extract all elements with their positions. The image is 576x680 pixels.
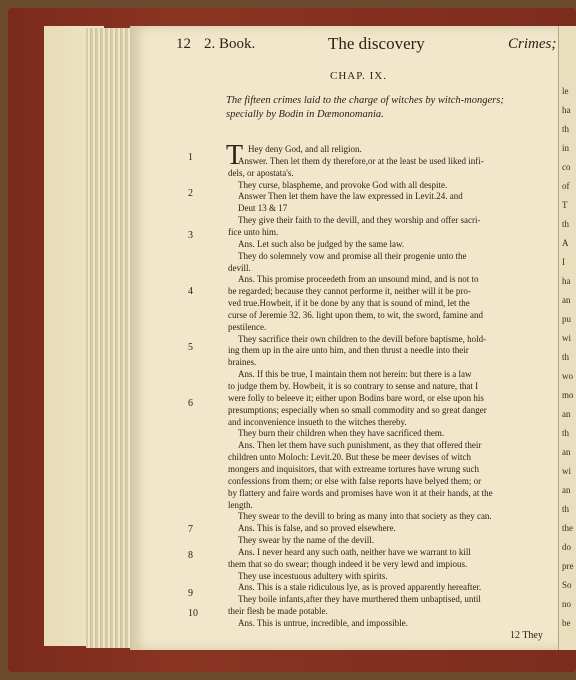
text-line: were folly to beleeve it; either upon Bodins bare word, or else upon his xyxy=(228,392,484,403)
next-page-text: in xyxy=(562,143,570,153)
next-page-text: an xyxy=(562,447,571,457)
book-label: 2. Book. xyxy=(204,36,256,52)
subtitle-line: The fifteen crimes laid to the charge of witches by witch-mongers; xyxy=(226,95,504,106)
margin-number: 7 xyxy=(188,524,193,535)
next-page-text: be xyxy=(562,618,571,628)
text-line: devill. xyxy=(228,262,251,273)
text-line: Ans. I never heard any such oath, neither have we warrant to kill xyxy=(238,546,471,557)
chapter-heading: CHAP. IX. xyxy=(330,70,387,82)
text-line: Answer Then let them have the law expressed in Levit.24. and xyxy=(238,191,463,202)
next-page-text: le xyxy=(562,86,569,96)
margin-number: 2 xyxy=(188,188,193,199)
text-line: They boile infants,after they have murthered them unbaptised, until xyxy=(238,594,481,605)
page-edges xyxy=(86,28,132,648)
margin-number: 8 xyxy=(188,550,193,561)
next-page-fragment xyxy=(558,26,576,650)
margin-number: 3 xyxy=(188,230,193,241)
next-page-text: ha xyxy=(562,276,571,286)
text-line: They curse, blaspheme, and provoke God with all despite. xyxy=(238,179,448,190)
text-line: Answer. Then let them dy therefore,or at the least be used liked infi- xyxy=(238,155,484,166)
text-line: pestilence. xyxy=(228,321,267,332)
next-page-text: th xyxy=(562,428,570,438)
chapter-subtitle xyxy=(226,94,556,122)
text-line: dels, or apostata's. xyxy=(228,167,294,178)
next-page-text: pu xyxy=(562,314,571,324)
next-page-text: co xyxy=(562,162,571,172)
text-line: presumptions; especially when so small commodity and so great danger xyxy=(228,404,487,415)
next-page-text: I xyxy=(562,257,565,267)
text-line: Ans. This is false, and so proved elsewhere. xyxy=(238,523,396,534)
next-page-text: mo xyxy=(562,390,574,400)
next-page-text: do xyxy=(562,542,571,552)
text-line: confessions from them; or else with false reports have belyed them; or xyxy=(228,475,482,486)
page-title: The discovery xyxy=(328,34,425,53)
margin-number: 9 xyxy=(188,588,193,599)
text-line: Ans. If this be true, I maintain them not herein: but there is a law xyxy=(238,369,472,380)
subtitle-line: specially by Bodin in Dæmonomania. xyxy=(226,109,384,120)
text-line: fice unto him. xyxy=(228,226,279,237)
text-line: Ans. This is a stale ridiculous lye, as is proved apparently hereafter. xyxy=(238,582,482,593)
catchword: 12 They xyxy=(510,630,543,641)
next-page-text: th xyxy=(562,124,570,134)
margin-number: 10 xyxy=(188,608,198,619)
text-line: They sacrifice their own children to the devill before baptisme, hold- xyxy=(238,333,487,344)
next-page-text: an xyxy=(562,409,571,419)
text-line: Hey deny God, and all religion. xyxy=(248,144,362,154)
next-page-text: pre xyxy=(562,561,574,571)
next-page-text: an xyxy=(562,295,571,305)
next-page-text: the xyxy=(562,523,573,533)
margin-number: 1 xyxy=(188,152,193,163)
text-line: ved true.Howbeit, if it be done by any that is sound of mind, let the xyxy=(228,298,470,309)
next-page-text: no xyxy=(562,599,571,609)
next-page-text: wo xyxy=(562,371,573,381)
margin-number: 5 xyxy=(188,342,193,353)
text-line: Ans. Let such also be judged by the same law. xyxy=(238,238,405,249)
margin-number: 4 xyxy=(188,286,193,297)
next-page-text: A xyxy=(562,238,569,248)
page-number: 12 xyxy=(176,36,191,52)
text-line: them that so do swear; though indeed it be very lewd and impious. xyxy=(228,558,468,569)
text-line: their flesh be made potable. xyxy=(228,606,328,617)
text-line: They swear by the name of the devill. xyxy=(238,535,374,546)
next-page-text: th xyxy=(562,219,570,229)
text-line: They give their faith to the devill, and they worship and offer sacri- xyxy=(238,215,481,226)
text-line: and inconvenience insueth to the witches thereby. xyxy=(228,416,407,427)
next-page-text: th xyxy=(562,504,570,514)
text-line: Ans. This is untrue, incredible, and impossible. xyxy=(238,618,408,628)
text-line: mongers and inquisitors, that with extreame tortures have wrung such xyxy=(228,463,479,474)
text-line: They swear to the devill to bring as many into that society as they can. xyxy=(238,511,492,522)
next-page-text: T xyxy=(562,200,568,210)
text-line: They do solemnely vow and promise all their progenie unto the xyxy=(238,250,467,261)
text-line: braines. xyxy=(228,357,257,368)
text-line: by flattery and faire words and promises have won it at their hands, at the xyxy=(228,487,493,498)
running-right: Crimes; xyxy=(508,36,557,52)
text-line: curse of Jeremie 32. 36. light upon them, to wit, the sword, famine and xyxy=(228,309,483,320)
next-page-text: wi xyxy=(562,333,571,343)
next-page-text: th xyxy=(562,352,570,362)
text-line: They burn their children when they have sacrificed them. xyxy=(238,428,445,439)
margin-number: 6 xyxy=(188,398,193,409)
book-page xyxy=(130,26,560,650)
text-line: Deut 13 & 17 xyxy=(238,203,288,214)
next-page-text: an xyxy=(562,485,571,495)
text-line: They use incestuous adultery with spirits. xyxy=(238,570,388,581)
next-page-text: So xyxy=(562,580,572,590)
text-line: ing them up in the aire unto him, and then thrust a needle into their xyxy=(228,345,469,356)
running-header xyxy=(130,34,560,56)
next-page-text: wi xyxy=(562,466,571,476)
text-line: be regarded; because they cannot performe it, neither will it be pro- xyxy=(228,286,471,297)
text-line: length. xyxy=(228,499,253,510)
text-line: to judge them by. Howbeit, it is so contrary to sense and nature, that I xyxy=(228,381,479,391)
text-line: Ans. This promise proceedeth from an unsound mind, and is not to xyxy=(238,274,479,285)
drop-cap: T xyxy=(226,140,244,171)
next-page-text: of xyxy=(562,181,570,191)
text-line: Ans. Then let them have such punishment, as they that offered their xyxy=(238,440,482,451)
text-line: children unto Moloch: Levit.20. But these be meer devises of witch xyxy=(228,452,471,463)
next-page-text: ha xyxy=(562,105,571,115)
